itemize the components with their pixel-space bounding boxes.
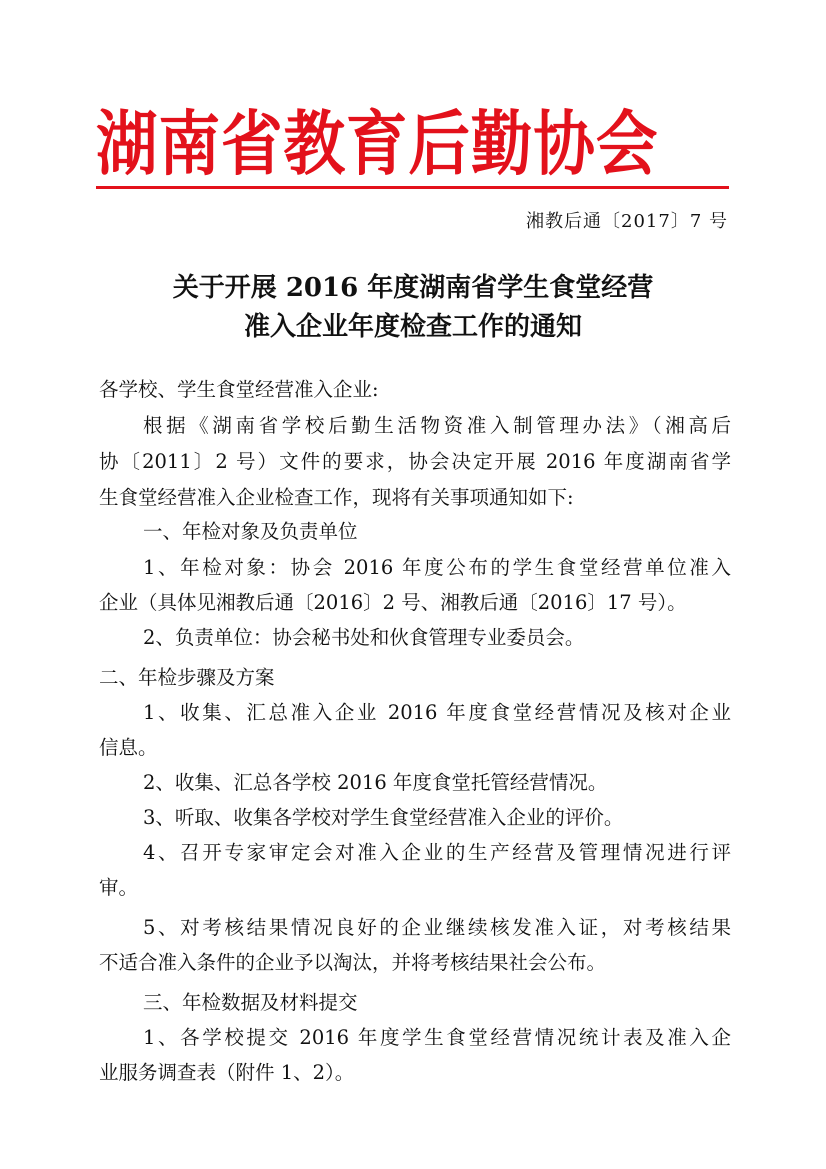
section-2-line-2: 信息。: [99, 736, 158, 759]
section-2-line-8: 不适合准入条件的企业予以淘汰，并将考核结果社会公布。: [99, 951, 607, 974]
section-3-line-1: 1、各学校提交 2016 年度学生食堂经营情况统计表及准入企: [143, 1026, 731, 1049]
section-3-line-2: 业服务调查表（附件 1、2）。: [99, 1061, 355, 1084]
org-masthead: 湖南省教育后勤协会: [96, 103, 659, 185]
masthead-red-rule: [96, 186, 729, 189]
section-2-line-1: 1、收集、汇总准入企业 2016 年度食堂经营情况及核对企业: [143, 701, 731, 724]
document-title-line-1: 关于开展 2016 年度湖南省学生食堂经营: [172, 273, 654, 303]
document-title-line-2: 准入企业年度检查工作的通知: [243, 312, 582, 342]
section-2-line-5: 4、召开专家审定会对准入企业的生产经营及管理情况进行评: [143, 841, 731, 864]
section-1-line-1: 1、年检对象：协会 2016 年度公布的学生食堂经营单位准入: [143, 556, 731, 579]
salutation: 各学校、学生食堂经营准入企业:: [99, 378, 379, 401]
section-2-line-7: 5、对考核结果情况良好的企业继续核发准入证，对考核结果: [143, 916, 731, 939]
section-2-line-4: 3、听取、收集各学校对学生食堂经营准入企业的评价。: [143, 806, 624, 829]
intro-line-2: 协〔2011〕2 号）文件的要求，协会决定开展 2016 年度湖南省学: [99, 450, 731, 473]
section-1-heading: 一、年检对象及负责单位: [143, 520, 358, 543]
section-3-heading: 三、年检数据及材料提交: [143, 991, 358, 1014]
section-2-heading: 二、年检步骤及方案: [99, 666, 275, 689]
document-number: 湘教后通〔2017〕7 号: [526, 211, 728, 232]
section-1-line-3: 2、负责单位：协会秘书处和伙食管理专业委员会。: [143, 626, 585, 649]
intro-line-1: 根据《湖南省学校后勤生活物资准入制管理办法》（湘高后: [143, 414, 731, 437]
section-2-line-3: 2、收集、汇总各学校 2016 年度食堂托管经营情况。: [143, 771, 608, 794]
intro-line-3: 生食堂经营准入企业检查工作，现将有关事项通知如下:: [99, 486, 574, 509]
section-1-line-2: 企业（具体见湘教后通〔2016〕2 号、湘教后通〔2016〕17 号）。: [99, 591, 687, 614]
section-2-line-6: 审。: [99, 876, 139, 899]
